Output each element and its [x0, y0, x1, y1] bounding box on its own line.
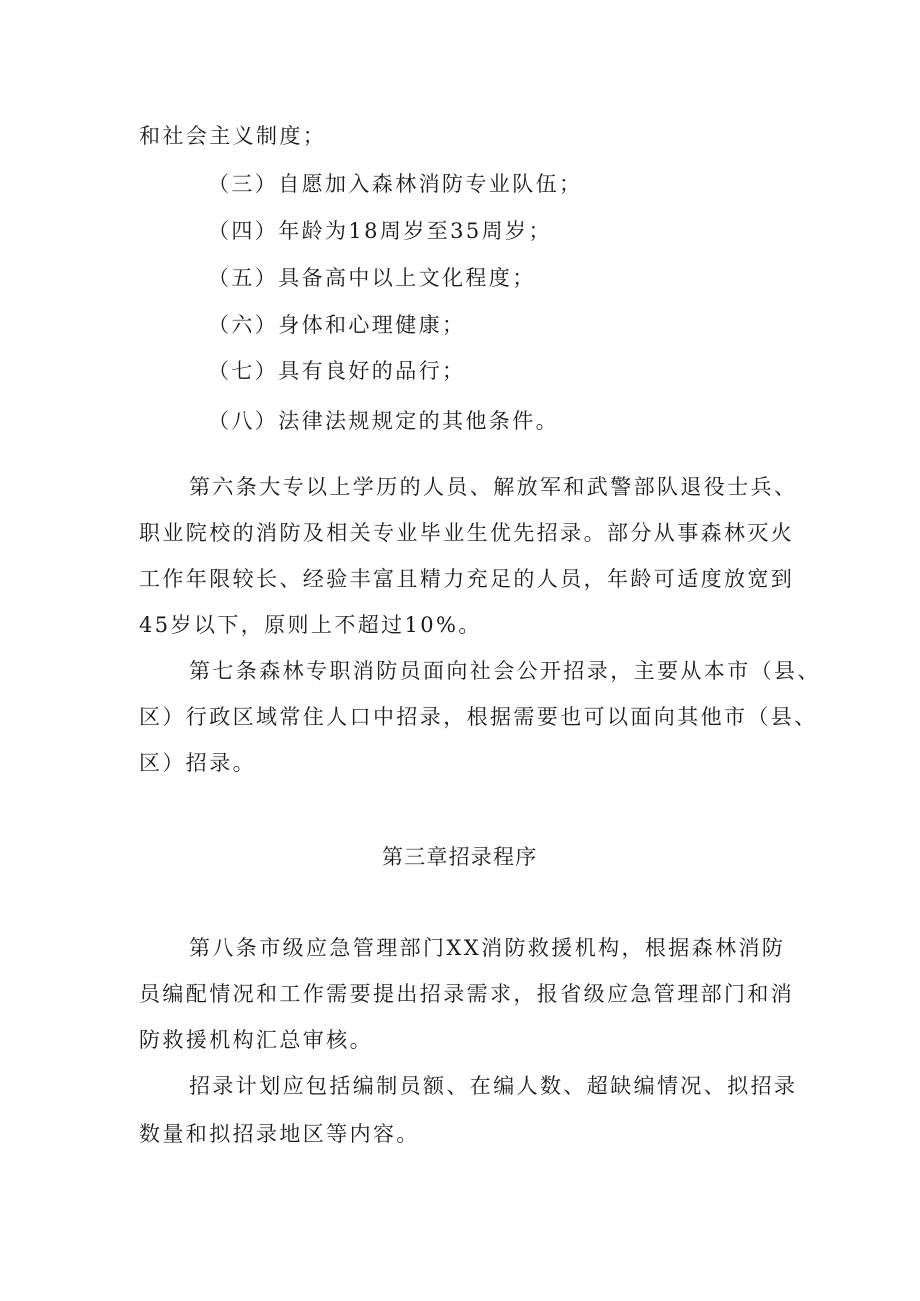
list-item-3: （三）自愿加入森林消防专业队伍；: [208, 172, 583, 196]
list-item-5: （五）具备高中以上文化程度；: [208, 266, 536, 290]
plan-line-2: 数量和拟招录地区等内容。: [139, 1122, 420, 1146]
chapter-heading: 第三章招录程序: [382, 845, 538, 869]
list-item-8: （八）法律法规规定的其他条件。: [208, 409, 559, 433]
article-6-line-1: 第六条大专以上学历的人员、解放军和武警部队退役士兵、: [189, 475, 798, 499]
article-7-line-2: 区）行政区域常住人口中招录，根据需要也可以面向其他市（县、: [139, 705, 818, 729]
text-line: 和社会主义制度；: [139, 124, 327, 148]
article-6-line-3: 工作年限较长、经验丰富且精力充足的人员，年龄可适度放宽到: [139, 567, 795, 591]
list-item-7: （七）具有良好的品行；: [208, 359, 466, 383]
article-8-line-3: 防救援机构汇总审核。: [139, 1028, 373, 1052]
list-item-4: （四）年龄为18周岁至35周岁；: [208, 219, 552, 243]
article-7-line-3: 区）招录。: [139, 751, 256, 775]
article-6-line-4: 45岁以下，原则上不超过10%。: [139, 613, 482, 637]
article-6-line-2: 职业院校的消防及相关专业毕业生优先招录。部分从事森林灭火: [139, 521, 795, 545]
article-8-line-1: 第八条市级应急管理部门XX消防救援机构，根据森林消防: [189, 936, 786, 960]
plan-line-1: 招录计划应包括编制员额、在编人数、超缺编情况、拟招录: [189, 1074, 798, 1098]
article-7-line-1: 第七条森林专职消防员面向社会公开招录，主要从本市（县、: [189, 659, 821, 683]
list-item-6: （六）身体和心理健康；: [208, 313, 466, 337]
article-8-line-2: 员编配情况和工作需要提出招录需求，报省级应急管理部门和消: [139, 982, 795, 1006]
